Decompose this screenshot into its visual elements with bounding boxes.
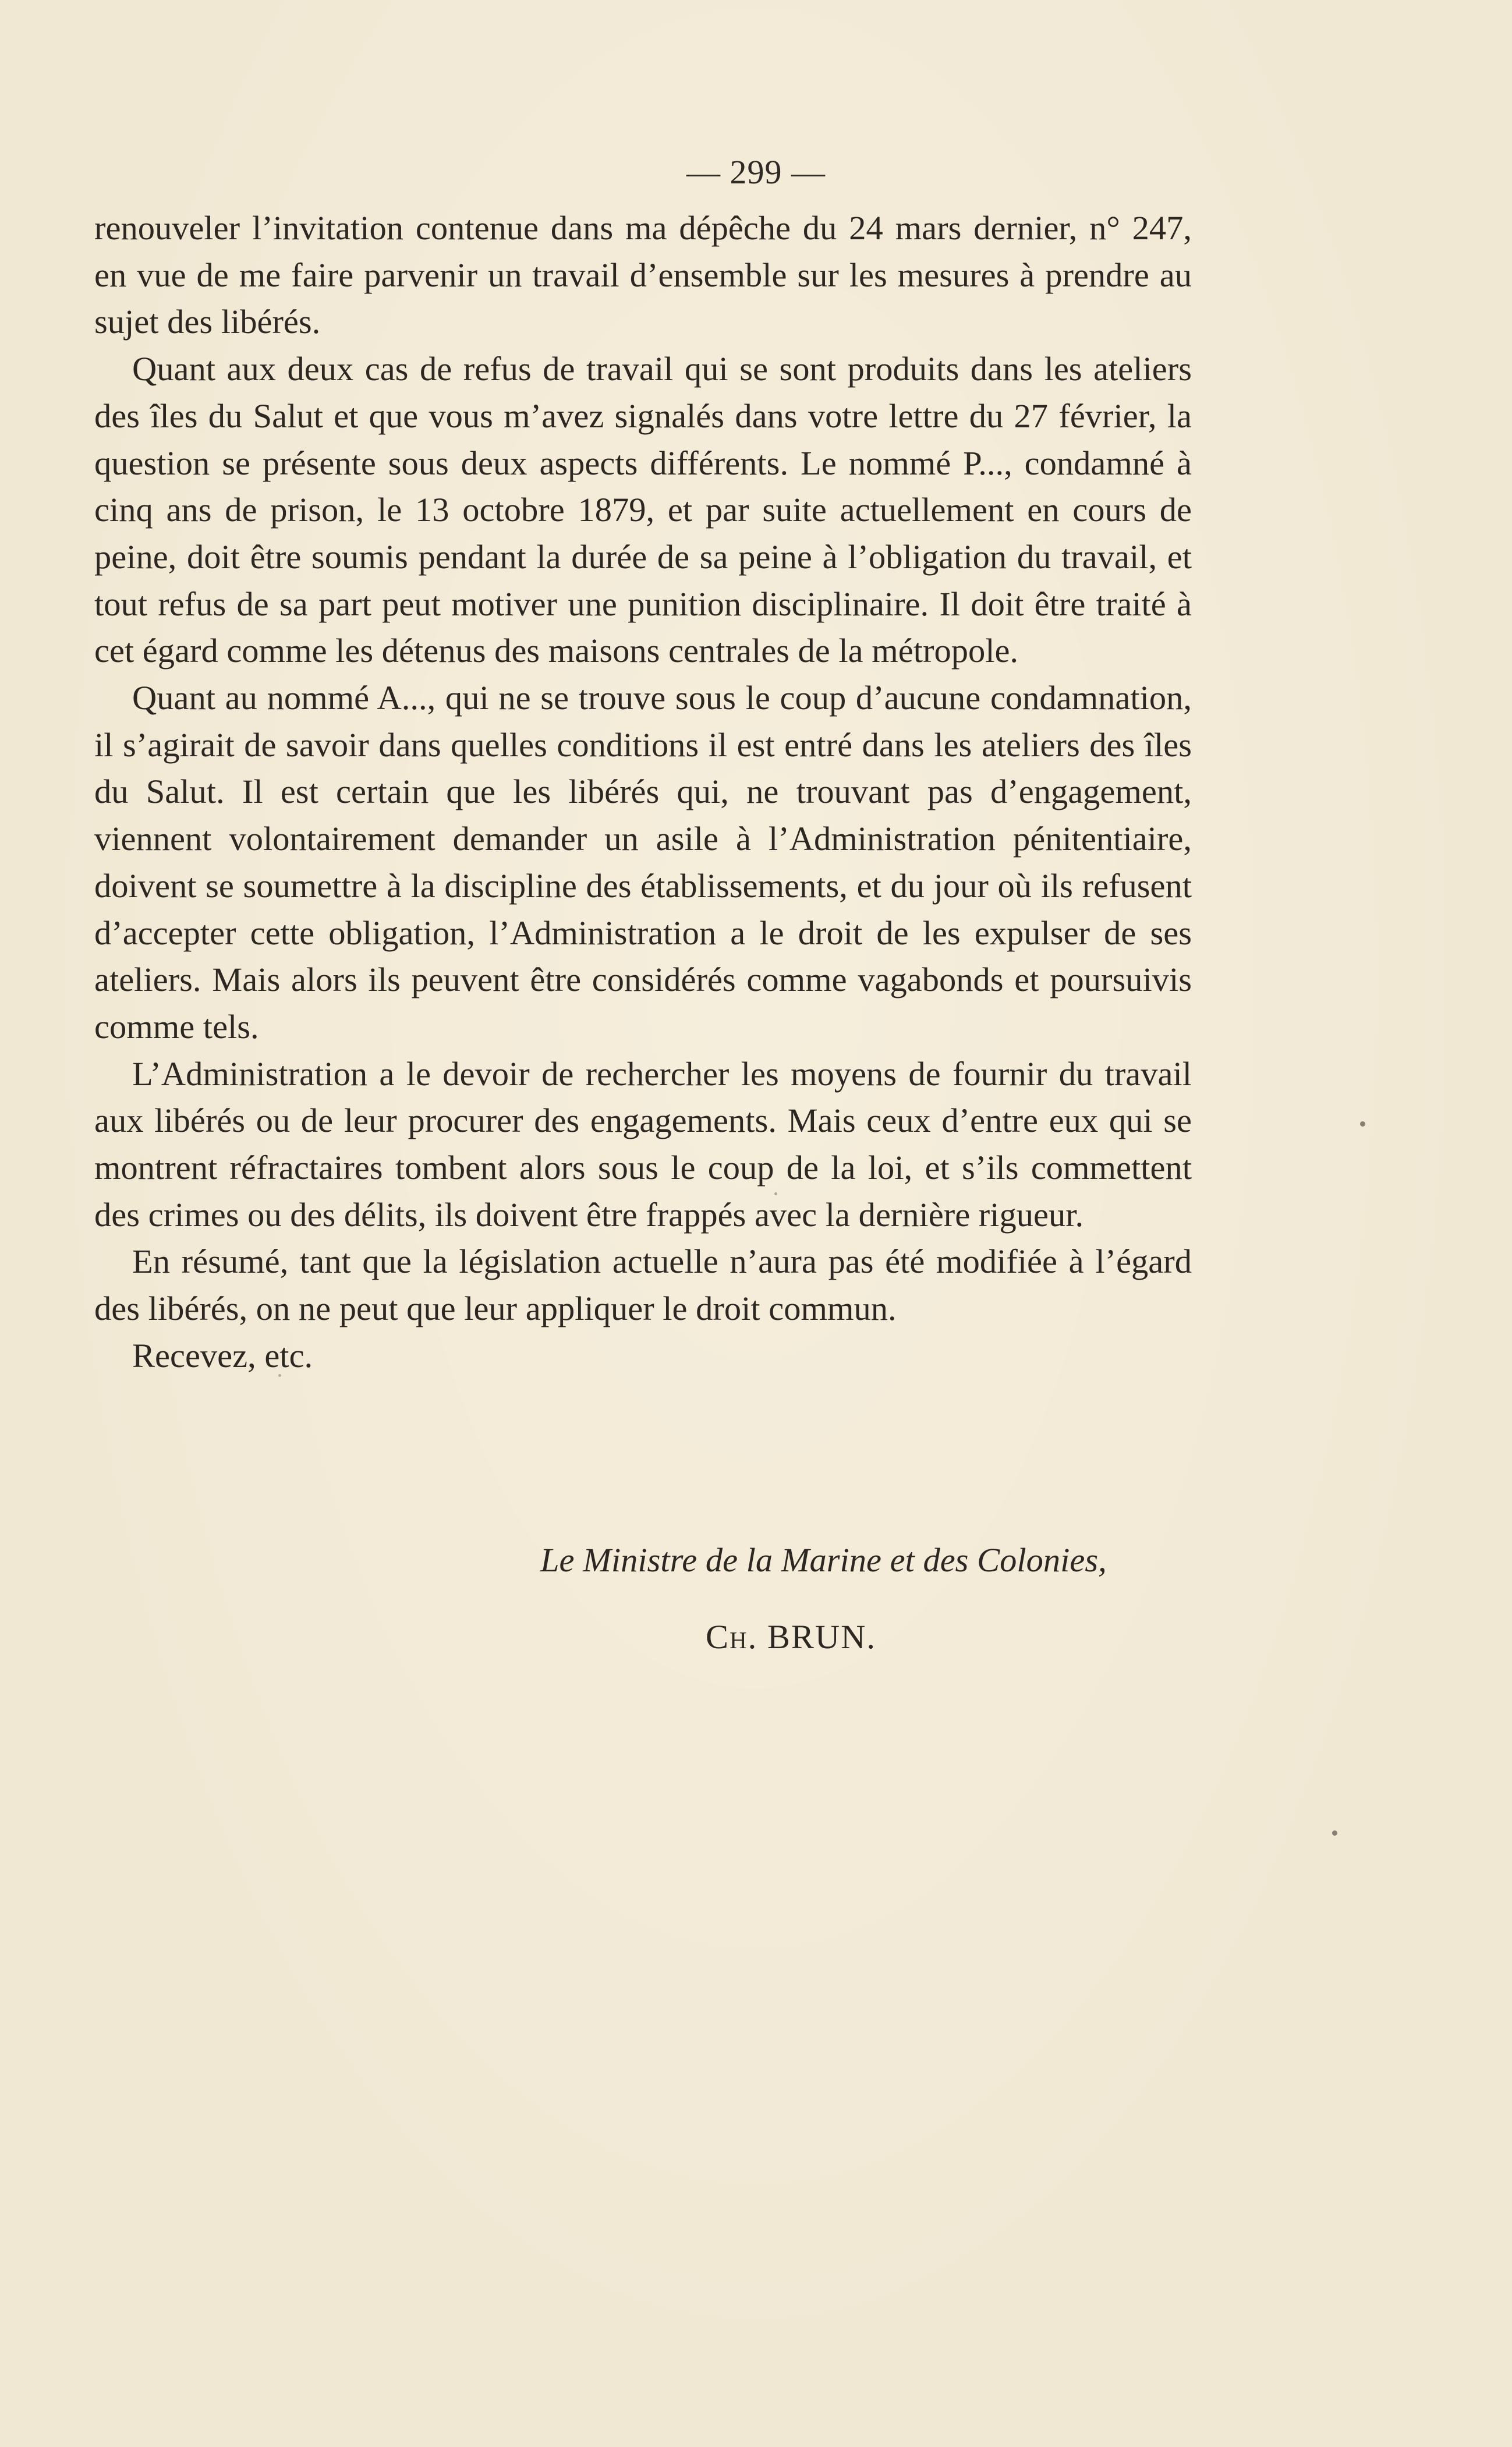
signature-initial: Ch. — [706, 1618, 758, 1656]
signature-title: Le Ministre de la Marine et des Colonies, — [540, 1541, 1107, 1579]
paper-speck — [278, 1374, 281, 1377]
paper-speck — [1332, 1830, 1337, 1836]
body-text — [94, 205, 1192, 1380]
paper-speck — [1360, 1121, 1365, 1127]
signature-name — [706, 1614, 876, 1660]
signature-surname: BRUN. — [767, 1618, 877, 1656]
page-number: — 299 — — [686, 153, 826, 191]
paragraph-refus-travail: Quant aux deux cas de refus de travail qui se sont produits dans les ateliers des îles du Salut et que vous m’avez signalés dans votre lettre du 27 février, la question se présente sous deux aspects différents. Le nommé P..., condamné à cinq ans de prison, le 13 octobre 1879, et par suite actuellement en cours de peine, doit être soumis pendant la durée de sa peine à l’obligation du travail, et tout refus de sa part peut motiver une punition disciplinaire. Il doit être traité à cet égard comme les détenus des maisons centrales de la métropole. — [94, 350, 1192, 670]
paragraph-administration: L’Administration a le devoir de rechercher les moyens de fournir du travail aux libérés ou de leur procurer des engagements. Mais ceux d’entre eux qui se montrent réfractaires tombent alors sous le coup de la loi, et s’ils commettent des crimes ou des délits, ils doivent être frappés avec la dernière rigueur. — [94, 1054, 1192, 1234]
paper-speck — [774, 1192, 777, 1195]
paragraph-resume: En résumé, tant que la législation actuelle n’aura pas été modifiée à l’égard des libérés, on ne peut que leur appliquer le droit commun. — [94, 1242, 1192, 1328]
paragraph-continuation: renouveler l’invitation contenue dans ma dépêche du 24 mars dernier, n° 247, en vue de me faire parvenir un travail d’ensemble sur les mesures à prendre au sujet des libérés. — [94, 209, 1192, 341]
paragraph-closing: Recevez, etc. — [132, 1336, 313, 1375]
paragraph-nomme-a: Quant au nommé A..., qui ne se trouve sous le coup d’aucune condamnation, il s’agirait de savoir dans quelles conditions il est entré dans les ateliers des îles du Salut. Il est certain que les libérés qui, ne trouvant pas d’engagement, viennent volontairement demander un asile à l’Administration pénitentiaire, doivent se soumettre à la discipline des établissements, et du jour où ils refusent d’accepter cette obligation, l’Administration a le droit de les expulser de ses ateliers. Mais alors ils peuvent être considérés comme vagabonds et poursuivis comme tels. — [94, 679, 1192, 1046]
